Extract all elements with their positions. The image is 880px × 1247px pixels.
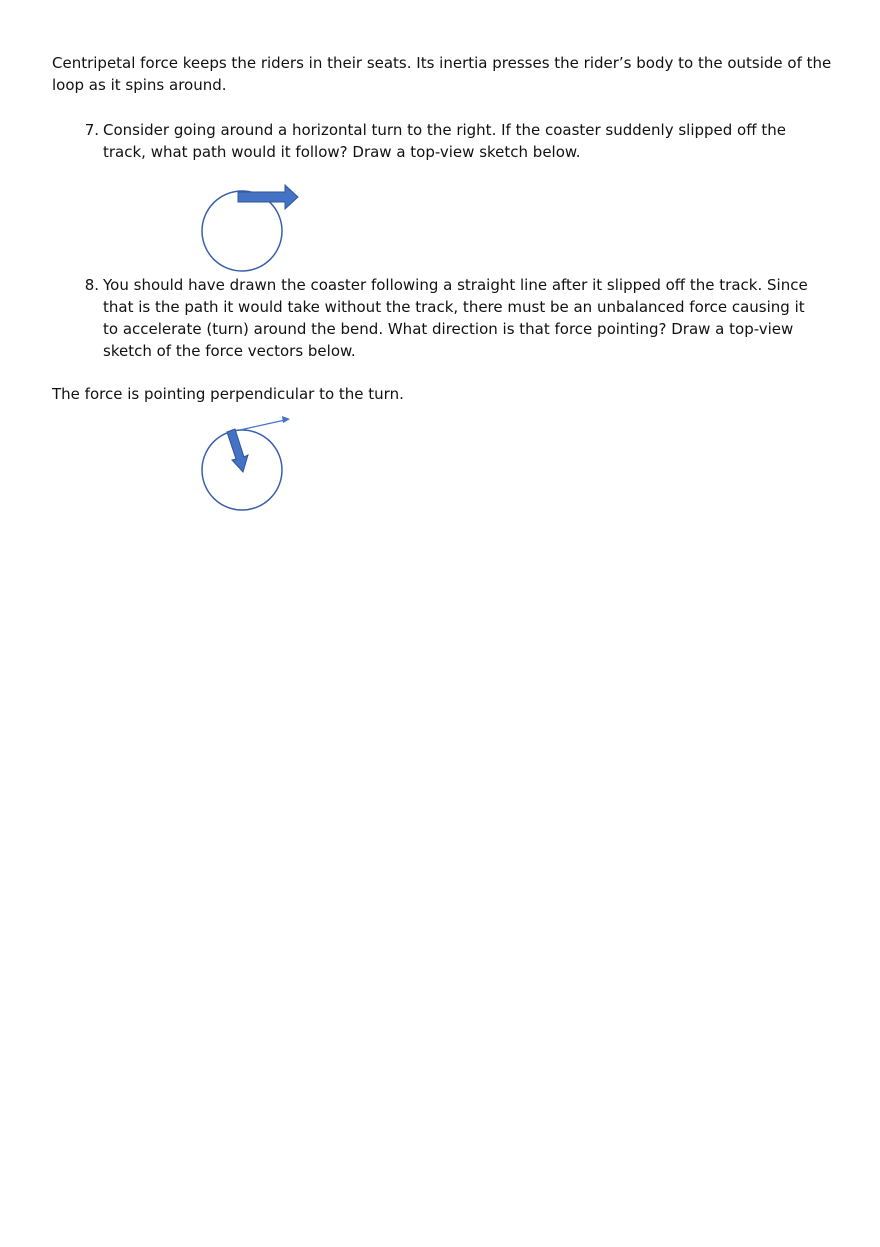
path-sketch bbox=[195, 180, 305, 276]
question-7-number: 7. bbox=[84, 121, 99, 139]
question-8-text: You should have drawn the coaster following a straight line after it slipped off the track. Since that is the path it would take without the track, there must be an unbalanced force causing it to accelerate (turn) around the bend. What direction is that force pointing? Draw a top-view sketch of the force vectors below. bbox=[103, 276, 808, 360]
answer-text: The force is pointing perpendicular to the turn. bbox=[52, 385, 404, 403]
question-8-number: 8. bbox=[84, 276, 99, 294]
straight-path-arrow bbox=[238, 185, 298, 209]
question-7-text: Consider going around a horizontal turn to the right. If the coaster suddenly slipped off the track, what path would it follow? Draw a top-view sketch below. bbox=[103, 121, 786, 161]
velocity-vector bbox=[240, 420, 285, 430]
velocity-arrowhead-icon bbox=[282, 416, 290, 423]
centripetal-force-arrow bbox=[227, 429, 248, 472]
track-circle bbox=[202, 191, 282, 271]
force-sketch bbox=[195, 412, 305, 516]
intro-paragraph: Centripetal force keeps the riders in their seats. Its inertia presses the rider’s body to the outside of the loop as it spins around. bbox=[52, 54, 832, 94]
